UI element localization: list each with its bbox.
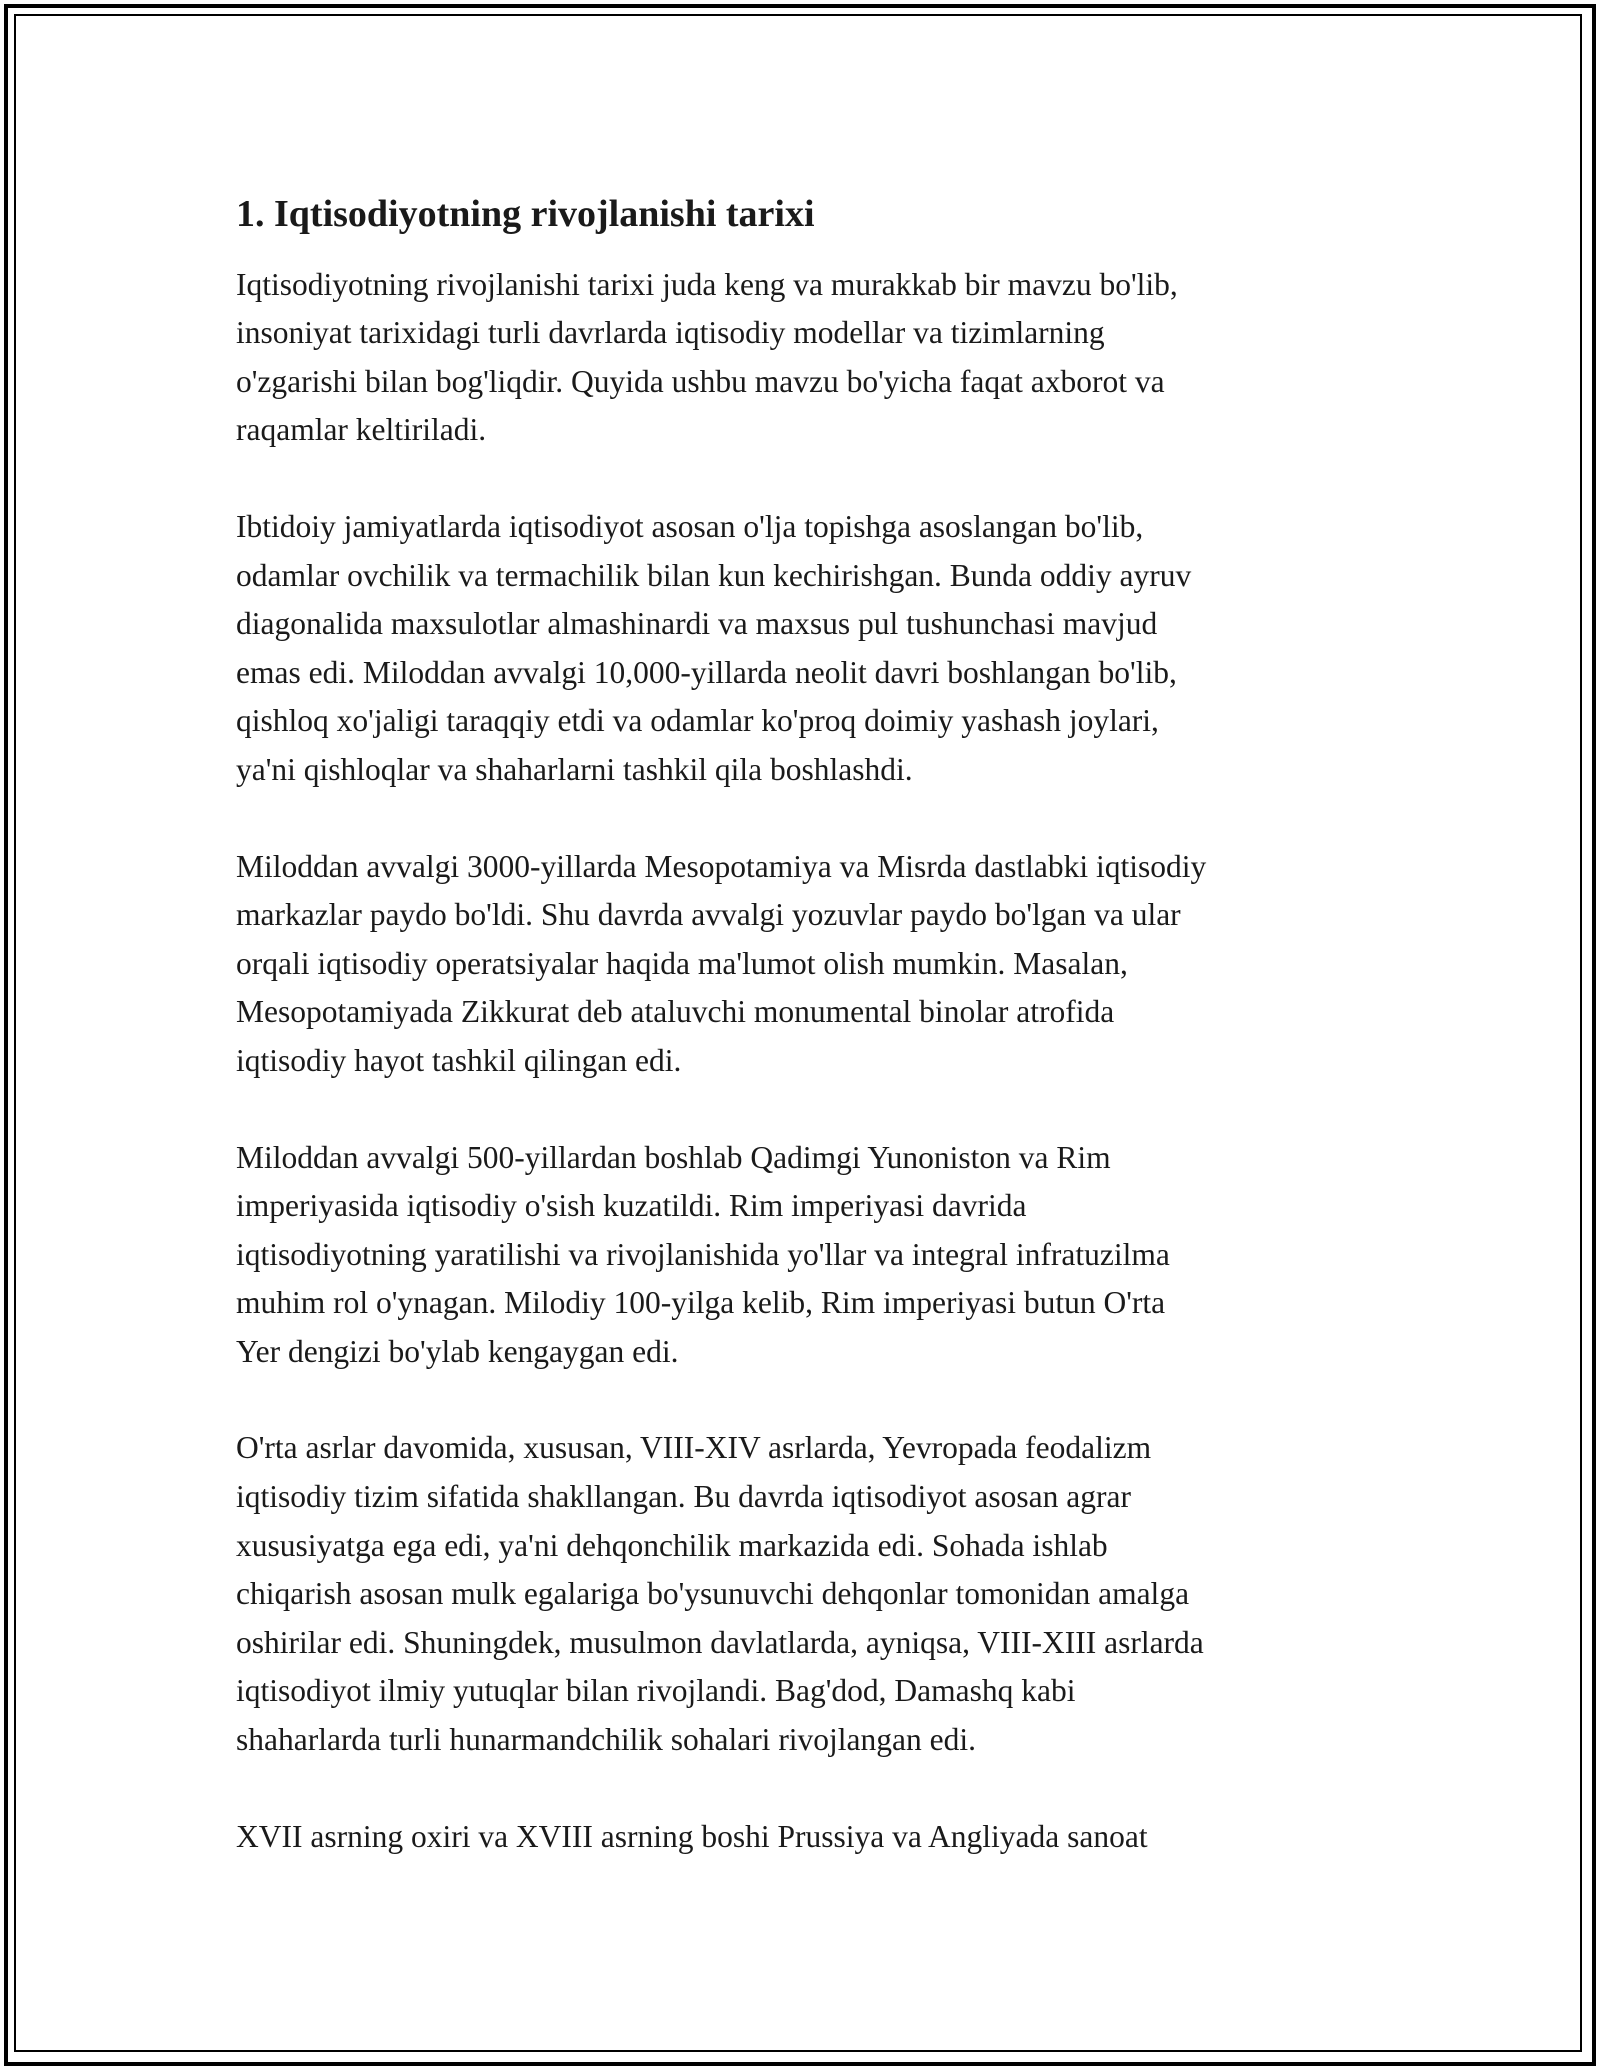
section-heading: 1. Iqtisodiyotning rivojlanishi tarixi (236, 193, 815, 235)
paragraph-intro: Iqtisodiyotning rivojlanishi tarixi juda keng va murakkab bir mavzu bo'lib, insoniyat tarixidagi turli davrlarda iqtisodiy modellar va tizimlarning o'zgarishi bilan bog'liqdir. Quyida ushbu mavzu bo'yicha faqat axborot va raqamlar keltiriladi. (236, 266, 1178, 448)
paragraph-mesopotamia-egypt: Miloddan avvalgi 3000-yillarda Mesopotamiya va Misrda dastlabki iqtisodiy markazlar paydo bo'ldi. Shu davrda avvalgi yozuvlar paydo bo'lgan va ular orqali iqtisodiy operatsiyalar haqida ma'lumot olish mumkin. Masalan, Mesopotamiyada Zikkurat deb ataluvchi monumental binolar atrofida iqtisodiy hayot tashkil qilingan edi. (236, 848, 1207, 1078)
paragraph-primitive-societies: Ibtidoiy jamiyatlarda iqtisodiyot asosan o'lja topishga asoslangan bo'lib, odamlar ovchilik va termachilik bilan kun kechirishgan. Bunda oddiy ayruv diagonalida maxsulotlar almashinardi va maxsus pul tushunchasi mavjud emas edi. Miloddan avvalgi 10,000-yillarda neolit davri boshlangan bo'lib, qishloq xo'jaligi taraqqiy etdi va odamlar ko'proq doimiy yashash joylari, ya'ni qishloqlar va shaharlarni tashkil qila boshlashdi. (236, 508, 1192, 787)
paragraph-greece-rome: Miloddan avvalgi 500-yillardan boshlab Qadimgi Yunoniston va Rim imperiyasida iqtisodiy o'sish kuzatildi. Rim imperiyasi davrida iqtisodiyotning yaratilishi va rivojlanishida yo'llar va integral infratuzilma muhim rol o'ynagan. Milodiy 100-yilga kelib, Rim imperiyasi butun O'rta Yer dengizi bo'ylab kengaygan edi. (236, 1139, 1170, 1369)
paragraph-middle-ages: O'rta asrlar davomida, xususan, VIII-XIV asrlarda, Yevropada feodalizm iqtisodiy tizim sifatida shakllangan. Bu davrda iqtisodiyot asosan agrar xususiyatga ega edi, ya'ni dehqonchilik markazida edi. Sohada ishlab chiqarish asosan mulk egalariga bo'ysunuvchi dehqonlar tomonidan amalga oshirilar edi. Shuningdek, musulmon davlatlarda, ayniqsa, VIII-XIII asrlarda iqtisodiyot ilmiy yutuqlar bilan rivojlandi. Bag'dod, Damashq kabi shaharlarda turli hunarmandchilik sohalari rivojlangan edi. (236, 1430, 1204, 1758)
document-page (236, 182, 1376, 1909)
paragraph-industrial-era: XVII asrning oxiri va XVIII asrning boshi Prussiya va Angliyada sanoat (236, 1818, 1148, 1854)
